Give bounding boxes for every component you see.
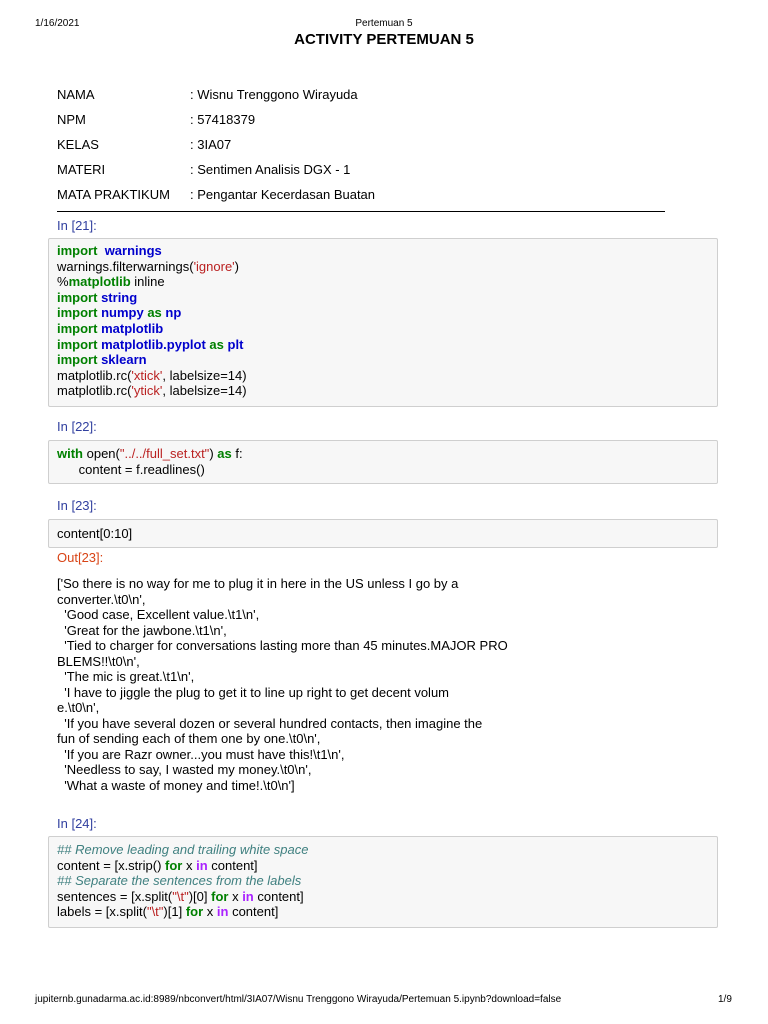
code-token: x <box>228 888 243 904</box>
code-token: for <box>165 857 183 873</box>
code-token: sklearn <box>101 352 147 368</box>
code-cell-23[interactable] <box>48 519 718 548</box>
code-token: 'ignore' <box>193 258 235 274</box>
code-token: with <box>57 446 83 461</box>
code-cell-23-source <box>57 526 132 542</box>
code-cell-24-source <box>57 842 309 920</box>
input-prompt: In [24]: <box>57 816 97 831</box>
info-value: : Wisnu Trenggono Wirayuda <box>190 87 358 102</box>
code-line <box>57 368 247 384</box>
code-token: inline <box>130 274 165 290</box>
code-token: in <box>216 904 229 920</box>
code-token: as <box>209 336 224 352</box>
code-token: matplotlib.rc( <box>57 367 132 383</box>
output-line: 'The mic is great.\t1\n', <box>57 669 195 684</box>
output-line: 'I have to jiggle the plug to get it to line up right to get decent volum <box>57 684 450 700</box>
info-value: : Pengantar Kecerdasan Buatan <box>190 187 376 202</box>
output-line: 'If you are Razr owner...you must have this!\t1\n', <box>57 746 345 762</box>
code-token: content = [x.strip() <box>57 857 166 873</box>
code-line <box>57 259 247 275</box>
output-line: e.\t0\n', <box>57 700 100 715</box>
code-token: )[0] <box>188 888 212 904</box>
info-value: : Sentimen Analisis DGX - 1 <box>190 162 351 177</box>
input-prompt: In [21]: <box>57 218 97 233</box>
input-prompt: In [23]: <box>57 498 97 513</box>
output-line: 'Good case, Excellent value.\t1\n', <box>57 607 260 622</box>
code-token: matplotlib <box>101 320 164 336</box>
input-prompt: In [22]: <box>57 419 97 434</box>
code-token: import <box>57 243 98 258</box>
code-token: % <box>57 274 69 290</box>
code-token: warnings <box>104 243 162 258</box>
code-token: "\t" <box>146 904 164 920</box>
code-token: open( <box>83 446 120 461</box>
print-doc-title: Pertemuan 5 <box>355 18 413 29</box>
code-token: content] <box>228 904 279 920</box>
info-label: NAMA <box>57 87 95 102</box>
code-token: import <box>57 336 98 352</box>
code-token: string <box>101 289 138 305</box>
code-token: matplotlib.rc( <box>57 383 132 399</box>
output-line: 'What a waste of money and time!.\t0\n'] <box>57 777 295 793</box>
output-line: BLEMS!!\t0\n', <box>57 653 140 669</box>
code-token: sentences = [x.split( <box>57 888 173 904</box>
code-line <box>57 526 132 542</box>
code-token: plt <box>227 336 244 352</box>
code-cell-21-source <box>57 243 247 399</box>
code-token: "\t" <box>172 888 189 904</box>
code-line <box>57 290 247 306</box>
code-token: 'ytick' <box>131 383 163 399</box>
info-label: NPM <box>57 112 86 127</box>
code-token: ## Remove leading and trailing white space <box>57 842 309 857</box>
code-token: x <box>203 904 217 920</box>
output-line: 'Tied to charger for conversations lasting more than 45 minutes.MAJOR PRO <box>57 638 508 653</box>
code-line <box>57 352 247 368</box>
info-value: : 3IA07 <box>190 137 232 152</box>
code-token: matplotlib.pyplot <box>101 336 206 352</box>
page-number: 1/9 <box>718 994 732 1005</box>
code-line <box>57 337 247 353</box>
footer-url[interactable]: jupiternb.gunadarma.ac.id:8989/nbconvert/html/3IA07/Wisnu Trenggono Wirayuda/Pertemuan 5.ipynb?download=false <box>35 994 562 1005</box>
output-line: 'Great for the jawbone.\t1\n', <box>57 622 227 638</box>
code-line <box>57 446 243 462</box>
code-token: np <box>165 305 182 321</box>
code-line <box>57 842 309 858</box>
code-token <box>97 243 104 258</box>
code-line <box>57 274 247 290</box>
code-token: ## Separate the sentences from the labels <box>57 873 302 889</box>
code-token: content] <box>253 888 304 904</box>
code-token: "../../full_set.txt" <box>119 446 210 461</box>
code-line <box>57 383 247 399</box>
output-line: converter.\t0\n', <box>57 591 146 607</box>
code-token: for <box>211 888 229 904</box>
code-token: labels = [x.split( <box>57 904 147 920</box>
code-token: content] <box>207 857 258 873</box>
output-prompt: Out[23]: <box>57 550 104 565</box>
code-line <box>57 305 247 321</box>
code-line <box>57 873 309 889</box>
code-token: import <box>57 305 98 321</box>
output-line: fun of sending each of them one by one.\t0\n', <box>57 731 321 746</box>
code-token: content = f.readlines() <box>57 461 205 477</box>
code-token: import <box>57 289 98 305</box>
code-token: for <box>185 904 204 920</box>
code-token: 'xtick' <box>131 367 163 383</box>
info-label: KELAS <box>57 137 99 152</box>
info-label: MATERI <box>57 162 106 177</box>
print-date: 1/16/2021 <box>35 18 80 29</box>
code-line <box>57 904 309 920</box>
header-divider <box>57 211 665 212</box>
code-token: content[0:10] <box>57 526 133 541</box>
code-token: numpy <box>101 305 144 321</box>
output-line: ['So there is no way for me to plug it in here in the US unless I go by a <box>57 576 459 591</box>
output-line: 'Needless to say, I wasted my money.\t0\n', <box>57 762 312 777</box>
code-token: import <box>57 320 98 336</box>
code-line <box>57 889 309 905</box>
code-token: warnings.filterwarnings( <box>57 258 194 274</box>
code-line <box>57 462 243 478</box>
code-token: as <box>217 446 232 461</box>
code-line <box>57 321 247 337</box>
info-value: : 57418379 <box>190 112 256 127</box>
cell-output <box>57 576 508 793</box>
output-line: 'If you have several dozen or several hundred contacts, then imagine the <box>57 715 483 731</box>
code-cell-22-source <box>57 446 243 477</box>
code-token: in <box>242 888 254 904</box>
info-label: MATA PRAKTIKUM <box>57 187 170 202</box>
code-token: , labelsize=14) <box>162 383 247 399</box>
code-token: , labelsize=14) <box>162 367 247 383</box>
code-token: )[1] <box>163 904 186 920</box>
code-token: ) <box>209 446 218 461</box>
code-token: f: <box>231 446 243 461</box>
code-token: in <box>196 857 208 873</box>
code-token: import <box>57 352 98 368</box>
code-token: as <box>147 305 162 321</box>
page-heading: ACTIVITY PERTEMUAN 5 <box>294 31 474 48</box>
code-token: x <box>182 857 197 873</box>
code-token: matplotlib <box>68 274 131 290</box>
code-line <box>57 858 309 874</box>
code-token: ) <box>234 258 240 274</box>
code-line <box>57 243 247 259</box>
